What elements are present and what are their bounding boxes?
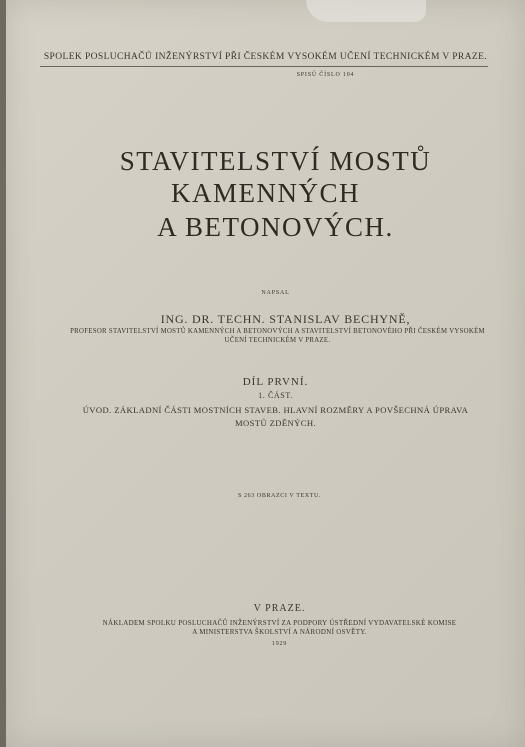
author-position-line-2: UČENÍ TECHNICKÉM V PRAZE. (224, 337, 331, 344)
author-intro: NAPSAL (261, 290, 290, 296)
title-page (6, 0, 525, 747)
illustrations-note: S 263 OBRAZCI V TEXTU. (237, 493, 322, 499)
paper-stain (306, 0, 426, 22)
publisher-line-2: A MINISTERSTVA ŠKOLSTVÍ A NÁRODNÍ OSVĚTY. (192, 628, 367, 636)
book-title-line-2: KAMENNÝCH (171, 178, 360, 208)
author-name: ING. DR. TECHN. STANISLAV BECHYNĚ, (160, 312, 411, 326)
volume-section: 1. ČÁST. (258, 391, 293, 400)
society-header: SPOLEK POSLUCHAČŮ INŽENÝRSTVÍ PŘI ČESKÉM VYSOKÉM UČENÍ TECHNICKÉM V PRAZE. (43, 52, 488, 62)
series-number: SPISŮ ČÍSLO 104 (296, 72, 355, 78)
header-rule (40, 66, 488, 67)
volume-part: DÍL PRVNÍ. (242, 376, 309, 388)
author-position-line-1: PROFESOR STAVITELSTVÍ MOSTŮ KAMENNÝCH A BETONOVÝCH A STAVITELSTVÍ BETONOVÉHO PŘI ČESKÉM VYSOKÉM (70, 328, 485, 335)
publisher-line-1: NÁKLADEM SPOLKU POSLUCHAČŮ INŽENÝRSTVÍ ZA PODPORY ÚSTŘEDNÍ VYDAVATELSKÉ KOMISE (102, 619, 457, 627)
contents-line-2: MOSTŮ ZDĚNÝCH. (234, 418, 317, 428)
imprint-place: V PRAZE. (253, 603, 306, 614)
book-title-line-1: STAVITELSTVÍ MOSTŮ (119, 146, 432, 176)
book-title-line-3: A BETONOVÝCH. (157, 212, 394, 242)
publication-year: 1929 (271, 641, 288, 647)
contents-line-1: ÚVOD. ZÁKLADNÍ ČÁSTI MOSTNÍCH STAVEB. HLAVNÍ ROZMĚRY A POVŠECHNÁ ÚPRAVA (82, 405, 469, 415)
